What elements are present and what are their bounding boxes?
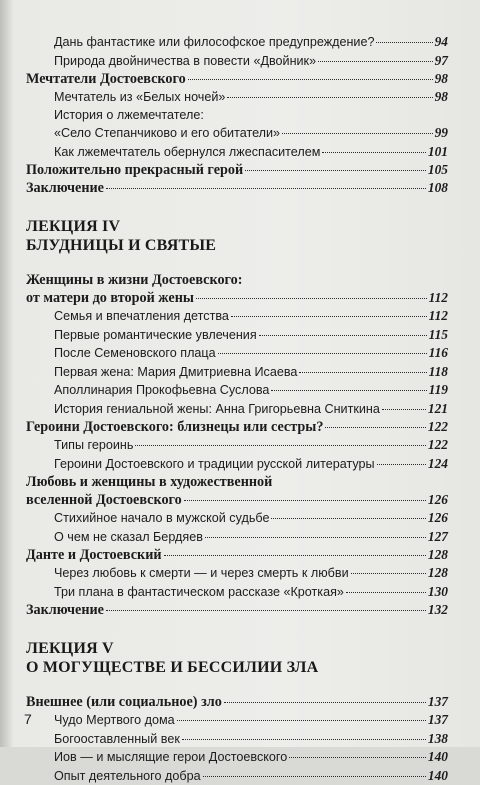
dot-leader (218, 353, 427, 354)
toc-entry-page: 108 (428, 179, 448, 197)
toc-entry-page: 137 (428, 711, 448, 729)
toc-entry-mechtateli (26, 70, 448, 88)
toc-entry-title: вселенной Достоевского (26, 491, 182, 509)
toc-entry (26, 344, 448, 363)
toc-entry-title-line: История о лжемечтателе: (26, 107, 448, 125)
toc-group (26, 88, 448, 107)
toc-entry-page: 97 (435, 52, 448, 70)
toc-entry-title: Аполлинария Прокофьевна Суслова (54, 382, 269, 400)
toc-entry-page: 126 (428, 491, 448, 509)
toc-entry (26, 546, 448, 564)
toc-entry (26, 143, 448, 162)
toc-entry (26, 583, 448, 602)
toc-entry-title: Мечтатели Достоевского (26, 70, 186, 88)
dot-leader (351, 573, 426, 574)
toc-group (26, 509, 448, 619)
toc-entry (26, 564, 448, 583)
toc-group (26, 693, 448, 785)
toc-group (26, 33, 448, 70)
toc-entry-title-line: Женщины в жизни Достоевского: (26, 271, 448, 289)
toc-entry-title: Опыт деятельного добра (54, 768, 201, 785)
dot-leader (224, 702, 426, 703)
dot-leader (164, 555, 426, 556)
toc-entry (26, 52, 448, 71)
toc-entry-title: Три плана в фантастическом рассказе «Кроткая» (54, 584, 344, 602)
page-number: 7 (24, 711, 32, 727)
toc-entry-page: 122 (428, 418, 448, 436)
toc-entry-title: от матери до второй жены (26, 289, 194, 307)
dot-leader (106, 188, 426, 189)
dot-leader (318, 61, 433, 62)
toc-entry-page: 122 (428, 436, 448, 454)
toc-entry (26, 33, 448, 52)
toc-entry-page: 130 (428, 583, 448, 601)
toc-entry-title: Чудо Мертвого дома (54, 712, 175, 730)
toc-entry-page: 112 (429, 289, 448, 307)
toc-entry-title: Мечтатель из «Белых ночей» (54, 89, 225, 107)
toc-entry (26, 730, 448, 749)
toc-entry-title: Иов — и мыслящие герои Достоевского (54, 749, 287, 767)
dot-leader (227, 97, 432, 98)
toc-entry-title: История гениальной жены: Анна Григорьевна Сниткина (54, 401, 380, 419)
toc-entry-title: Семья и впечатления детства (54, 308, 229, 326)
toc-entry-page: 105 (428, 161, 448, 179)
toc-entry-page: 99 (435, 124, 448, 142)
toc-entry-title: Дань фантастике или философское предупреждение? (54, 34, 374, 52)
dot-leader (377, 464, 426, 465)
dot-leader (135, 445, 425, 446)
dot-leader (346, 592, 426, 593)
toc-entry-page: 119 (429, 381, 448, 399)
toc-entry-title: Как лжемечтатель обернулся лжеспасителем (54, 144, 320, 162)
toc-entry-title: Богооставленный век (54, 731, 180, 749)
toc-entry (26, 179, 448, 197)
dot-leader (231, 316, 427, 317)
dot-leader (205, 537, 426, 538)
toc-entry-page: 98 (435, 88, 448, 106)
toc-entry (26, 161, 448, 179)
dot-leader (106, 610, 426, 611)
toc-entry-title: После Семеновского плаца (54, 345, 216, 363)
dot-leader (182, 739, 426, 740)
toc-entry-title: Стихийное начало в мужской судьбе (54, 510, 269, 528)
toc-entry-title: Через любовь к смерти — и через смерть к любви (54, 565, 349, 583)
toc-entry-page: 138 (428, 730, 448, 748)
toc-entry-title: Заключение (26, 179, 104, 197)
toc-entry-page: 128 (428, 564, 448, 582)
toc-entry-page: 126 (428, 509, 448, 527)
toc-entry-page: 132 (428, 601, 448, 619)
toc-entry-page: 124 (428, 455, 448, 473)
dot-leader (271, 390, 426, 391)
toc-entry (26, 711, 448, 730)
toc-entry-title: Внешнее (или социальное) зло (26, 693, 222, 711)
toc-group (26, 307, 448, 473)
lecture-title: БЛУДНИЦЫ И СВЯТЫЕ (26, 236, 448, 255)
toc-entry (26, 381, 448, 400)
dot-leader (271, 518, 425, 519)
toc-entry-page: 116 (429, 344, 448, 362)
dot-leader (382, 409, 426, 410)
toc-entry-title: Героини Достоевского и традиции русской литературы (54, 456, 375, 474)
toc-entry-page: 121 (428, 400, 448, 418)
toc-entry-title: Типы героинь (54, 437, 133, 455)
toc-entry-page: 140 (428, 767, 448, 785)
toc-entry-title: «Село Степанчиково и его обитатели» (54, 125, 280, 143)
toc-entry (26, 418, 448, 436)
toc-group (26, 161, 448, 197)
toc-entry (26, 124, 448, 143)
dot-leader (325, 427, 425, 428)
toc-entry (26, 88, 448, 107)
dot-leader (282, 133, 433, 134)
toc-entry-title: Первые романтические увлечения (54, 327, 257, 345)
toc-entry-zhenshchiny (26, 289, 448, 307)
toc-entry-page: 98 (435, 70, 448, 88)
toc-entry-title: О чем не сказал Бердяев (54, 529, 203, 547)
toc-entry-title: Заключение (26, 601, 104, 619)
toc-entry-title: Данте и Достоевский (26, 546, 162, 564)
toc-entry-lyubov (26, 491, 448, 509)
toc-entry (26, 601, 448, 619)
toc-entry (26, 307, 448, 326)
toc-entry-title: Природа двойничества в повести «Двойник» (54, 53, 316, 71)
toc-entry-page: 140 (428, 748, 448, 766)
toc-entry (26, 509, 448, 528)
toc-entry-page: 127 (428, 528, 448, 546)
dot-leader (188, 79, 433, 80)
toc-entry (26, 528, 448, 547)
dot-leader (177, 720, 426, 721)
dot-leader (376, 42, 432, 43)
lecture-number: ЛЕКЦИЯ V (26, 639, 448, 658)
toc-entry-page: 115 (429, 326, 448, 344)
toc-entry (26, 693, 448, 711)
dot-leader (184, 500, 426, 501)
dot-leader (289, 757, 426, 758)
toc-entry (26, 767, 448, 785)
table-of-contents (26, 33, 448, 785)
toc-entry-page: 101 (428, 143, 448, 161)
lecture-title: О МОГУЩЕСТВЕ И БЕССИЛИИ ЗЛА (26, 658, 448, 677)
dot-leader (259, 335, 427, 336)
toc-entry-page: 94 (435, 33, 448, 51)
toc-entry (26, 400, 448, 419)
dot-leader (203, 776, 426, 777)
toc-entry (26, 748, 448, 767)
dot-leader (196, 298, 427, 299)
toc-entry-page: 137 (428, 693, 448, 711)
toc-entry-page: 112 (429, 307, 448, 325)
toc-entry-title: Первая жена: Мария Дмитриевна Исаева (54, 364, 297, 382)
toc-entry-page: 118 (429, 363, 448, 381)
dot-leader (322, 152, 426, 153)
dot-leader (299, 372, 426, 373)
toc-entry-title: Положительно прекрасный герой (26, 161, 243, 179)
toc-entry (26, 455, 448, 474)
toc-entry (26, 436, 448, 455)
toc-group (26, 124, 448, 161)
toc-entry-title: Героини Достоевского: близнецы или сестры? (26, 418, 323, 436)
dot-leader (245, 170, 426, 171)
toc-entry-page: 128 (428, 546, 448, 564)
toc-entry (26, 326, 448, 345)
toc-entry-title-line: Любовь и женщины в художественной (26, 473, 448, 491)
lecture-number: ЛЕКЦИЯ IV (26, 217, 448, 236)
toc-entry (26, 363, 448, 382)
